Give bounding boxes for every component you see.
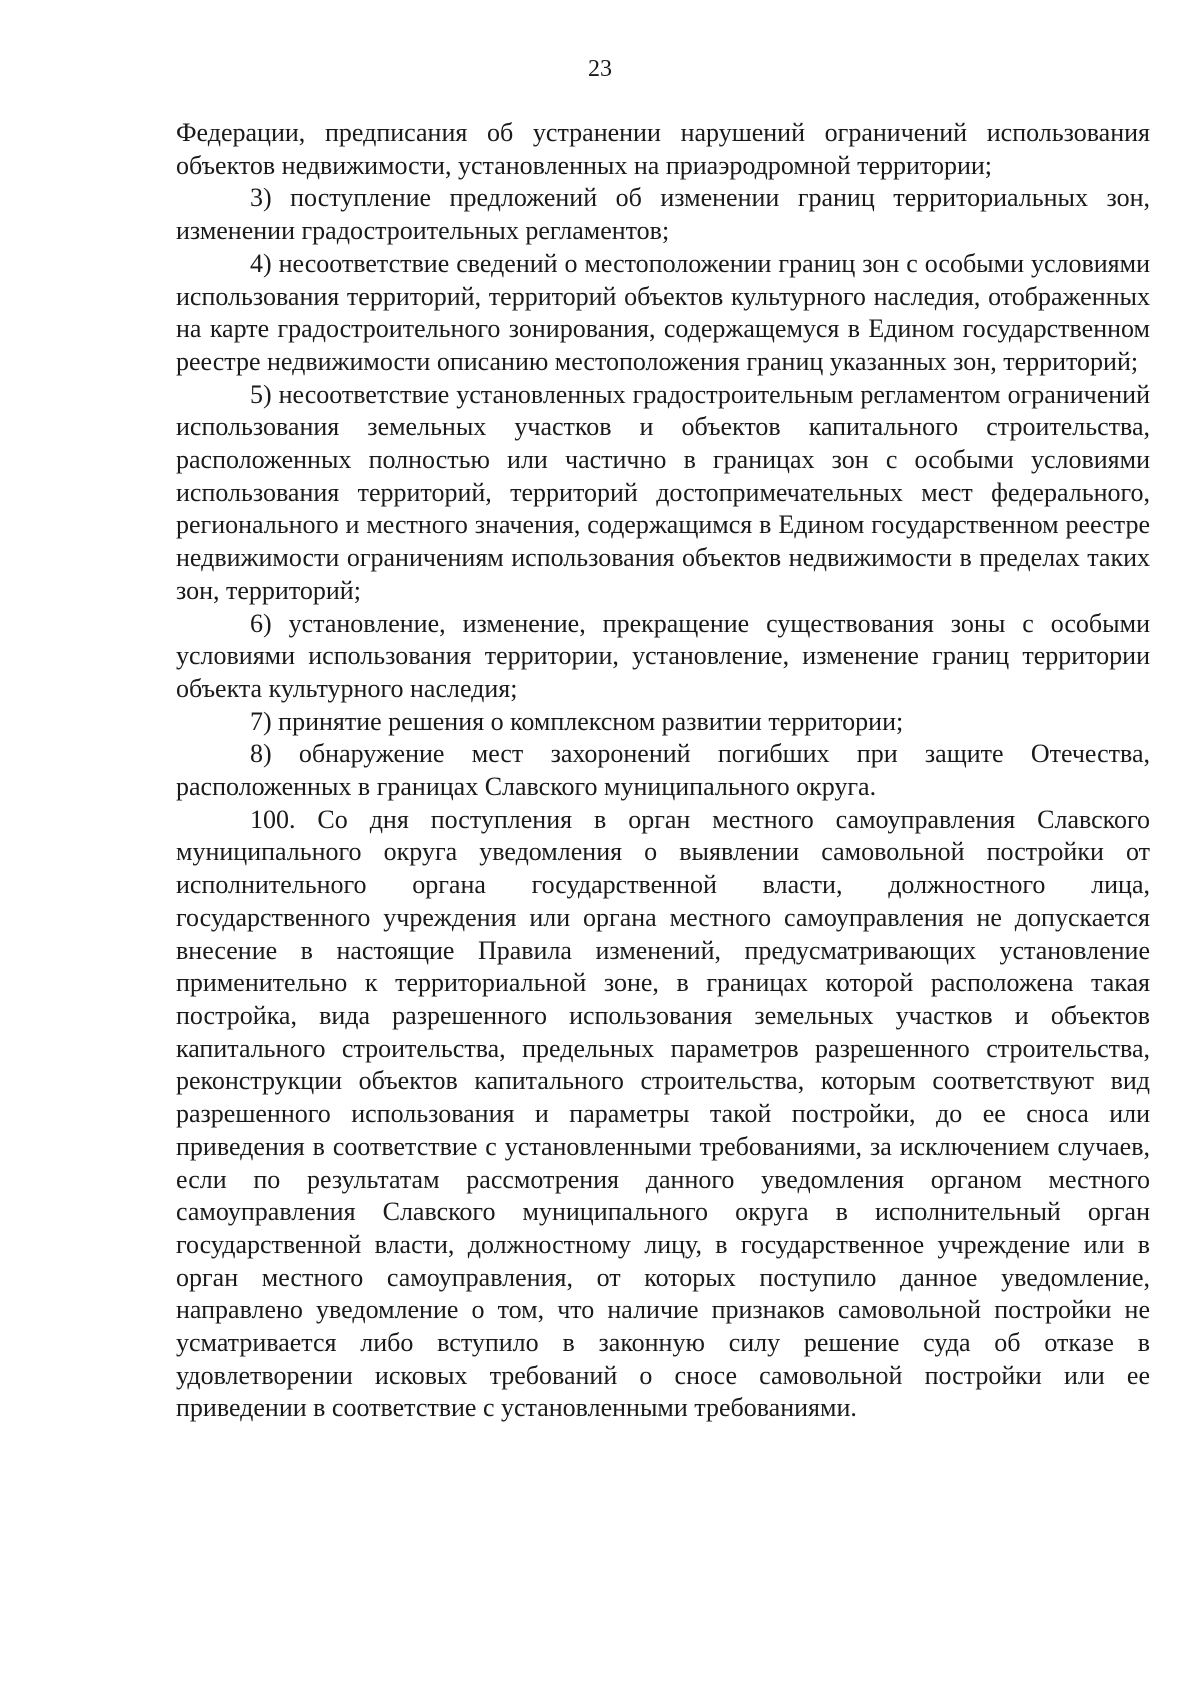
paragraph-item-7: 7) принятие решения о комплексном развитии территории; [250, 706, 904, 736]
paragraph-item-5: 5) несоответствие установленных градостроительным регламентом ограничений использования земельных участков и объектов капитального строительства, расположенных полностью или частично в границах зон с особыми условиями использования территорий, территорий достопримечательных мест федерального, регионального и местного значения, содержащимся в Едином государственном реестре недвижимости ограничениям использования объектов недвижимости в пределах таких зон, территорий; [176, 379, 1150, 605]
page-number: 23 [588, 56, 612, 82]
paragraph-section-100: 100. Со дня поступления в орган местного самоуправления Славского муниципального округа уведомления о выявлении самовольной постройки от исполнительного органа государственной власти, должностного лица, государственного учреждения или органа местного самоуправления не допускается внесение в настоящие Правила изменений, предусматривающих установление применительно к территориальной зоне, в границах которой расположена такая постройка, вида разрешенного использования земельных участков и объектов капитального строительства, предельных параметров разрешенного строительства, реконструкции объектов капитального строительства, которым соответствуют вид разрешенного использования и параметры такой постройки, до ее сноса или приведения в соответствие с установленными требованиями, за исключением случаев, если по результатам рассмотрения данного уведомления органом местного самоуправления Славского муниципального округа в исполнительный орган государственной власти, должностному лицу, в государственное учреждение или в орган местного самоуправления, от которых поступило данное уведомление, направлено уведомление о том, что наличие признаков самовольной постройки не усматривается либо вступило в законную силу решение суда об отказе в удовлетворении исковых требований о сносе самовольной постройки или ее приведении в соответствие с установленными требованиями. [176, 804, 1150, 1423]
paragraph-continuation: Федерации, предписания об устранении нарушений ограничений использования объектов недвижимости, установленных на приаэродромной территории; [176, 118, 1150, 180]
paragraph-item-3: 3) поступление предложений об изменении границ территориальных зон, изменении градостроительных регламентов; [176, 183, 1150, 246]
paragraph-item-4: 4) несоответствие сведений о местоположении границ зон с особыми условиями использования территорий, территорий объектов культурного наследия, отображенных на карте градостроительного зонирования, содержащемуся в Едином государственном реестре недвижимости описанию местоположения границ указанных зон, территорий; [176, 248, 1150, 376]
paragraph-item-6: 6) установление, изменение, прекращение существования зоны с особыми условиями использования территории, установление, изменение границ территории объекта культурного наследия; [176, 608, 1150, 703]
document-body [176, 117, 1150, 1425]
paragraph-item-8: 8) обнаружение мест захоронений погибших при защите Отечества, расположенных в границах Славского муниципального округа. [176, 739, 1150, 802]
